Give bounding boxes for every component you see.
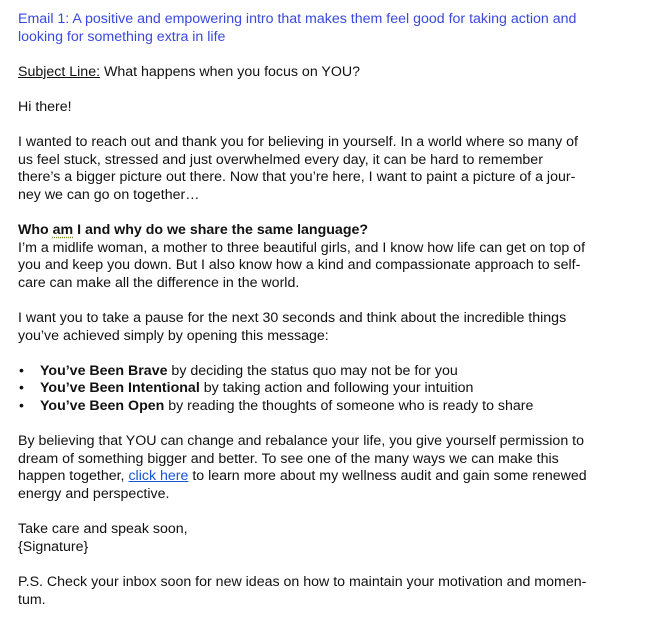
- spacer: [18, 81, 643, 99]
- paragraph-line: I’m a midlife woman, a mother to three beautiful girls, and I know how life can get on top of: [18, 239, 586, 256]
- list-item: [18, 398, 643, 416]
- spacer: [18, 293, 643, 311]
- paragraph-line: ney we can go on together…: [18, 186, 200, 203]
- signoff: [18, 521, 643, 556]
- subject-line: [18, 64, 643, 82]
- spacer: [18, 205, 643, 223]
- email-title-line: looking for something extra in life: [18, 28, 226, 45]
- closing-text: Take care and speak soon,: [18, 521, 188, 538]
- bullet-bold-text: You’ve Been Intentional: [40, 380, 200, 397]
- paragraph-line: tum.: [18, 591, 46, 608]
- bullet-icon: •: [19, 398, 24, 415]
- spacer: [18, 345, 643, 363]
- who-paragraph: [18, 240, 643, 293]
- signature-placeholder: {Signature}: [18, 538, 89, 555]
- bullet-icon: •: [19, 362, 24, 379]
- list-item: [18, 380, 643, 398]
- who-heading-start: Who: [18, 222, 53, 239]
- who-heading-end: I and why do we share the same language?: [73, 222, 369, 239]
- link-line-end: to learn more about my wellness audit and gain some renewed: [188, 468, 587, 485]
- bullet-icon: •: [19, 380, 24, 397]
- paragraph-line: there’s a bigger picture out there. Now that you’re here, I want to paint a picture of a jour-: [18, 169, 576, 186]
- paragraph-line: By believing that YOU can change and rebalance your life, you give yourself permission to: [18, 433, 584, 450]
- paragraph-line: you and keep you down. But I also know how a kind and compassionate approach to self-: [18, 257, 581, 274]
- bullet-bold-text: You’ve Been Brave: [40, 362, 168, 379]
- subject-text: What happens when you focus on YOU?: [100, 63, 361, 80]
- email-title-line: Email 1: A positive and empowering intro that makes them feel good for taking action and: [18, 11, 577, 27]
- click-here-link[interactable]: click here: [128, 468, 189, 485]
- greeting: Hi there!: [18, 98, 72, 115]
- paragraph-line: you’ve achieved simply by opening this message:: [18, 327, 329, 344]
- pause-paragraph: [18, 310, 643, 345]
- achievements-list: [18, 363, 643, 416]
- paragraph-line: I wanted to reach out and thank you for believing in yourself. In a world where so many of: [18, 134, 578, 151]
- link-line-start: happen together,: [18, 468, 129, 485]
- paragraph-line: P.S. Check your inbox soon for new ideas on how to maintain your motivation and momen-: [18, 574, 587, 590]
- spacer: [18, 46, 643, 64]
- bullet-text: by deciding the status quo may not be for you: [167, 362, 458, 379]
- paragraph-line: us feel stuck, stressed and just overwhelmed every day, it can be hard to remember: [18, 151, 543, 168]
- email-document: [18, 11, 643, 609]
- grammar-flagged-word[interactable]: am: [52, 222, 74, 239]
- paragraph-line: energy and perspective.: [18, 486, 170, 503]
- spacer: [18, 504, 643, 522]
- spacer: [18, 556, 643, 574]
- bullet-text: by reading the thoughts of someone who is ready to share: [164, 398, 534, 415]
- intro-paragraph: [18, 134, 643, 204]
- paragraph-line: dream of something bigger and better. To see one of the many ways we can make this: [18, 450, 559, 467]
- bullet-text: by taking action and following your intuition: [199, 380, 474, 397]
- email-title: [18, 11, 643, 46]
- believing-paragraph: [18, 433, 643, 503]
- who-heading: [18, 222, 643, 240]
- bullet-bold-text: You’ve Been Open: [40, 398, 165, 415]
- spacer: [18, 117, 643, 135]
- paragraph-line: I want you to take a pause for the next 30 seconds and think about the incredible things: [18, 310, 567, 327]
- list-item: [18, 363, 643, 381]
- spacer: [18, 416, 643, 434]
- ps-paragraph: [18, 574, 643, 609]
- paragraph-line: [18, 468, 643, 486]
- paragraph-line: care can make all the difference in the world.: [18, 274, 300, 291]
- subject-label: Subject Line:: [18, 63, 101, 80]
